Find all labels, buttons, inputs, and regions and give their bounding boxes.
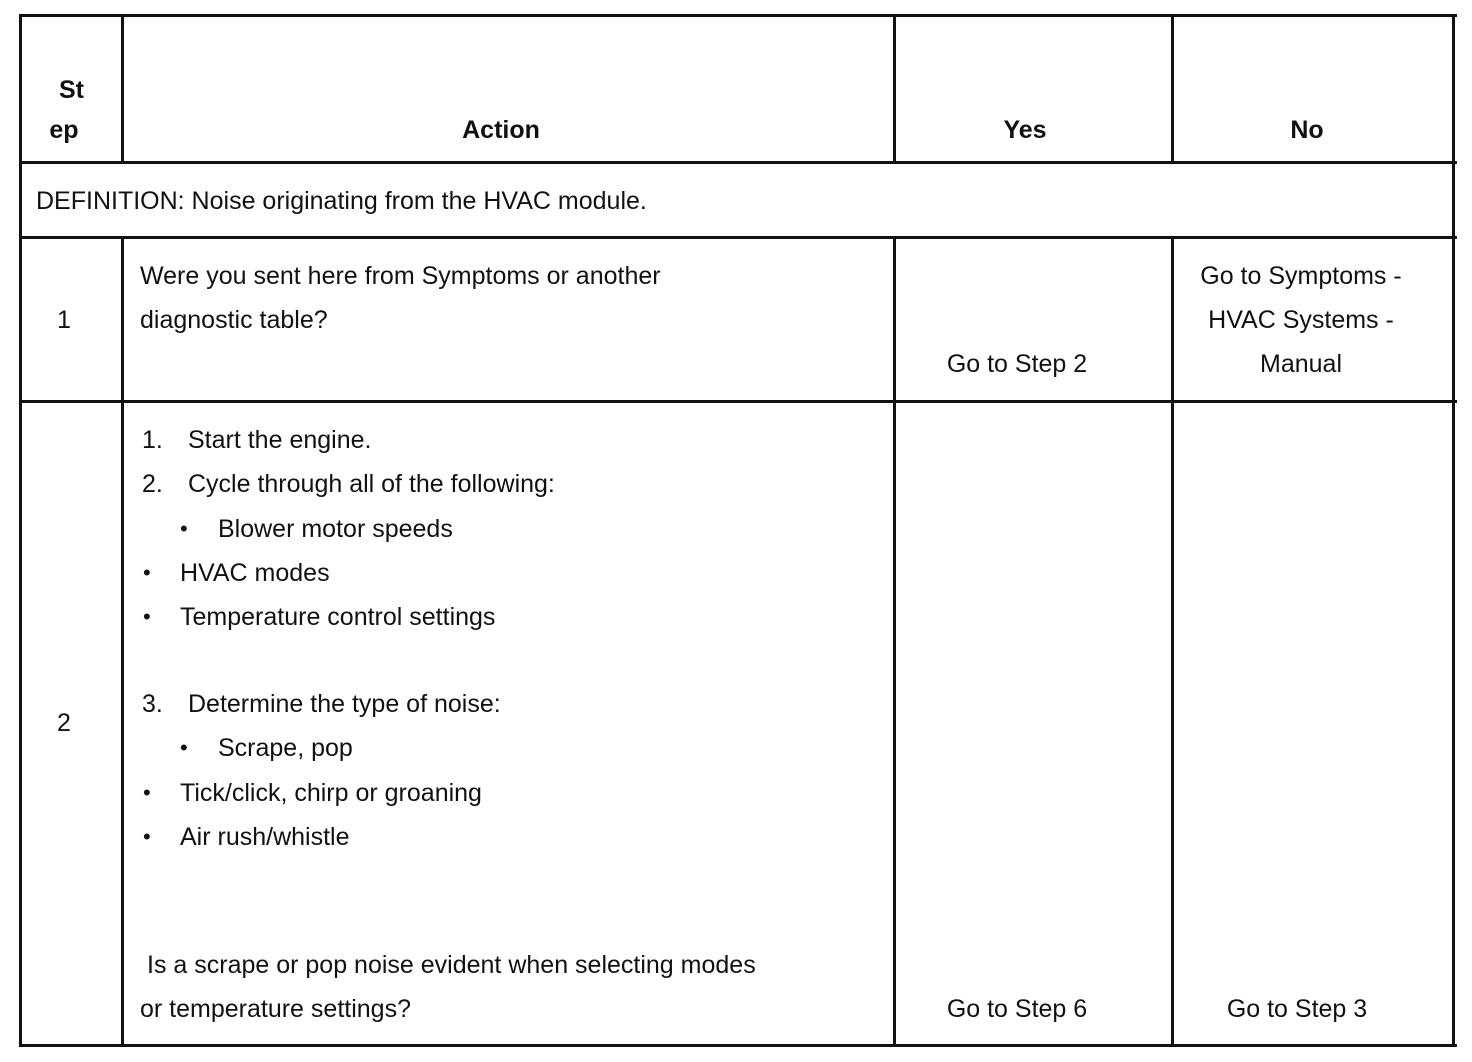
row2-question-line1: Is a scrape or pop noise evident when selecting modes [147,951,756,979]
header-step-line2: ep [49,116,79,144]
row2-list-text-4: HVAC modes [180,559,330,587]
row2-list-text-2: Cycle through all of the following: [188,470,555,498]
row2-list-text-8: Tick/click, chirp or groaning [180,779,482,807]
row2-bullet-6: • [143,824,151,849]
row1-no-line2: HVAC Systems - [1208,306,1394,334]
row2-bullet-3: • [143,604,151,629]
table-border-right [1452,14,1455,1047]
table-border-left [19,14,22,1047]
row2-question-line2: or temperature settings? [140,995,411,1023]
row2-list-text-9: Air rush/whistle [180,823,350,851]
row2-list-num-3: 3. [142,690,163,718]
definition-text: DEFINITION: Noise originating from the HVAC module. [36,187,647,215]
header-divider [19,161,1457,164]
definition-divider [19,236,1457,239]
row1-divider [19,400,1457,403]
row2-list-num-2: 2. [142,470,163,498]
row2-bullet-1: • [180,516,188,541]
row2-no: Go to Step 3 [1226,995,1368,1023]
row2-list-text-5: Temperature control settings [180,603,496,631]
header-yes: Yes [1003,116,1047,144]
row1-action-line1: Were you sent here from Symptoms or another [140,262,661,290]
row1-step: 1 [57,306,71,334]
header-no: No [1290,116,1324,144]
row1-yes: Go to Step 2 [946,350,1088,378]
table-border-bottom [19,1044,1457,1047]
row1-no-line1: Go to Symptoms - [1200,262,1402,290]
row2-list-text-6: Determine the type of noise: [188,690,501,718]
row2-step: 2 [57,709,71,737]
header-step-line1: St [59,76,84,104]
table-border-top [19,14,1457,17]
col-divider-step-body [121,236,124,1047]
row2-list-text-1: Start the engine. [188,426,372,454]
row2-bullet-4: • [180,735,188,760]
row2-bullet-2: • [143,560,151,585]
row2-list-text-7: Scrape, pop [218,734,353,762]
row2-yes: Go to Step 6 [946,995,1088,1023]
row1-action-line2: diagnostic table? [140,306,328,334]
row2-list-num-1: 1. [142,426,163,454]
header-action: Action [462,116,540,144]
row2-bullet-5: • [143,780,151,805]
row1-no-line3: Manual [1260,350,1342,378]
row2-list-text-3: Blower motor speeds [218,515,453,543]
